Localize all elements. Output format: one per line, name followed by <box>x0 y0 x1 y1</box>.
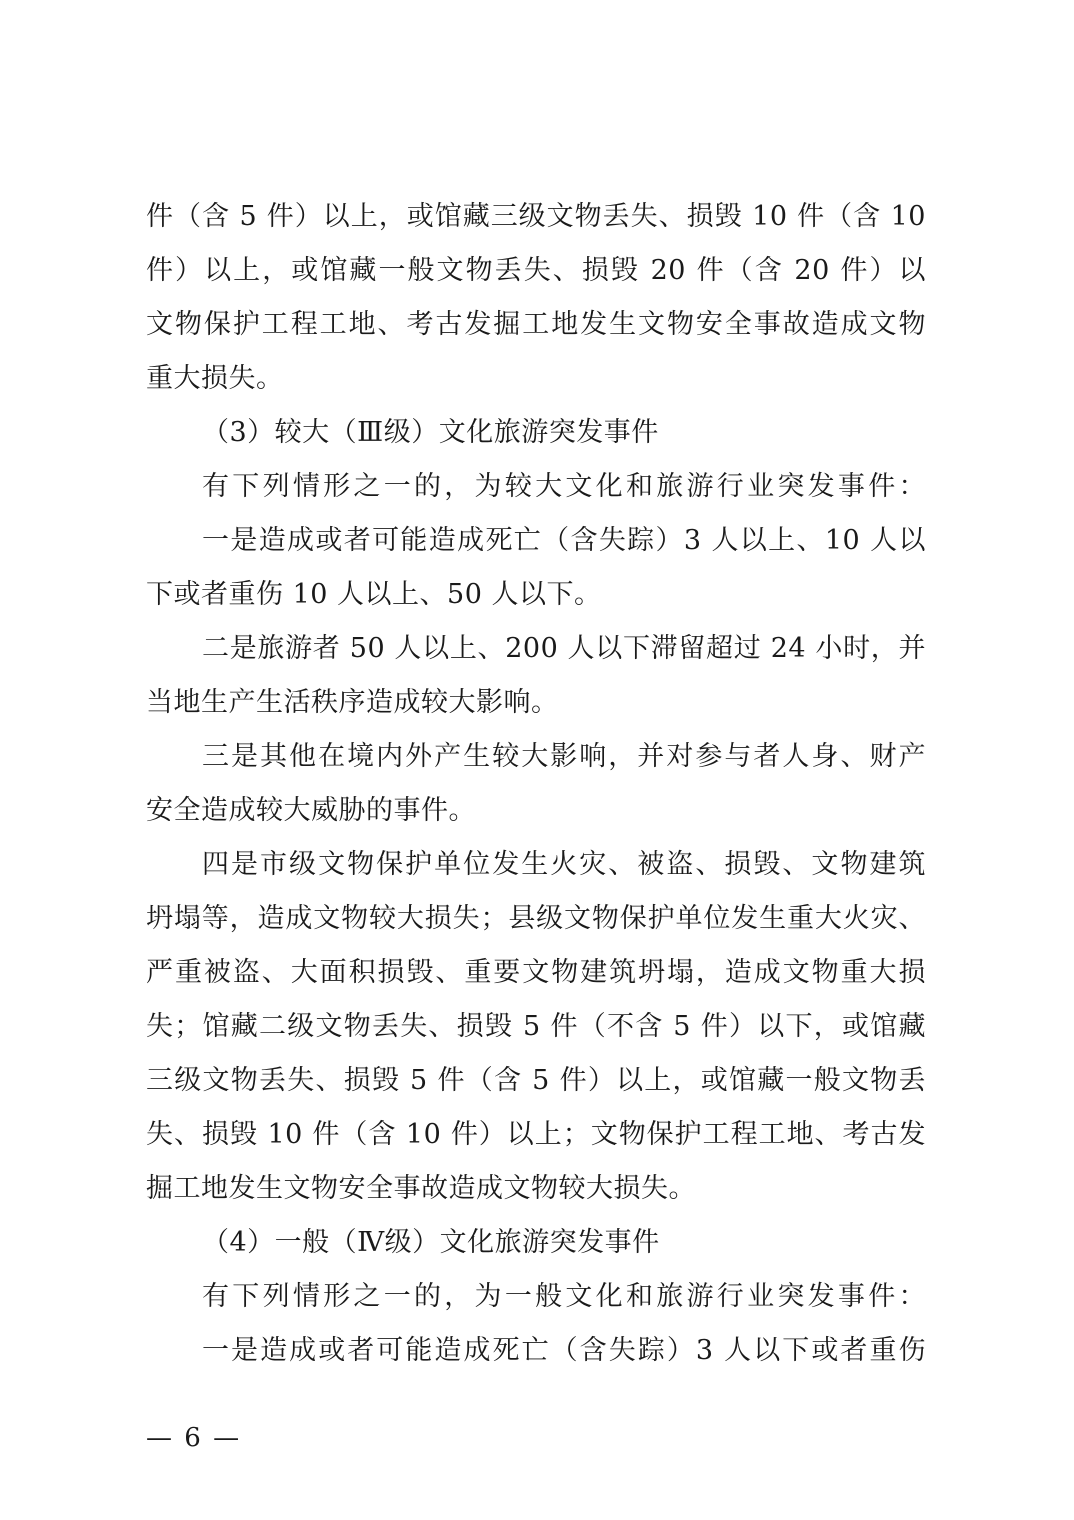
text-line: 三级文物丢失、损毁 5 件（含 5 件）以上，或馆藏一般文物丢 <box>146 1065 926 1096</box>
text-line: 四是市级文物保护单位发生火灾、被盗、损毁、文物建筑 <box>202 849 926 880</box>
page-number: — 6 — <box>146 1423 242 1453</box>
document-body <box>146 190 926 1378</box>
text-line: 二是旅游者 50 人以上、200 人以下滞留超过 24 小时，并 <box>202 633 926 664</box>
text-line: 件）以上，或馆藏一般文物丢失、损毁 20 件（含 20 件）以 <box>146 255 926 286</box>
text-line: 坍塌等，造成文物较大损失；县级文物保护单位发生重大火灾、 <box>146 903 926 934</box>
text-line: 当地生产生活秩序造成较大影响。 <box>146 687 559 718</box>
text-line: 失、损毁 10 件（含 10 件）以上；文物保护工程工地、考古发 <box>146 1119 926 1150</box>
text-line: 重大损失。 <box>146 363 284 394</box>
text-line: 一是造成或者可能造成死亡（含失踪）3 人以下或者重伤 <box>202 1335 926 1366</box>
text-line: 下或者重伤 10 人以上、50 人以下。 <box>146 579 602 610</box>
text-line: 文物保护工程工地、考古发掘工地发生文物安全事故造成文物 <box>146 309 926 340</box>
text-line: （4）一般（Ⅳ级）文化旅游突发事件 <box>202 1227 660 1258</box>
text-line: 失；馆藏二级文物丢失、损毁 5 件（不含 5 件）以下，或馆藏 <box>146 1011 926 1042</box>
text-line: 严重被盗、大面积损毁、重要文物建筑坍塌，造成文物重大损 <box>146 957 926 988</box>
text-line: 件（含 5 件）以上，或馆藏三级文物丢失、损毁 10 件（含 10 <box>146 201 926 232</box>
text-line: 一是造成或者可能造成死亡（含失踪）3 人以上、10 人以 <box>202 525 926 556</box>
text-line: 有下列情形之一的，为较大文化和旅游行业突发事件： <box>202 471 926 502</box>
text-line: 三是其他在境内外产生较大影响，并对参与者人身、财产 <box>202 741 926 772</box>
text-line: 有下列情形之一的，为一般文化和旅游行业突发事件： <box>202 1281 926 1312</box>
text-line: （3）较大（Ⅲ级）文化旅游突发事件 <box>202 417 659 448</box>
text-line: 掘工地发生文物安全事故造成文物较大损失。 <box>146 1173 696 1204</box>
text-line: 安全造成较大威胁的事件。 <box>146 795 476 826</box>
